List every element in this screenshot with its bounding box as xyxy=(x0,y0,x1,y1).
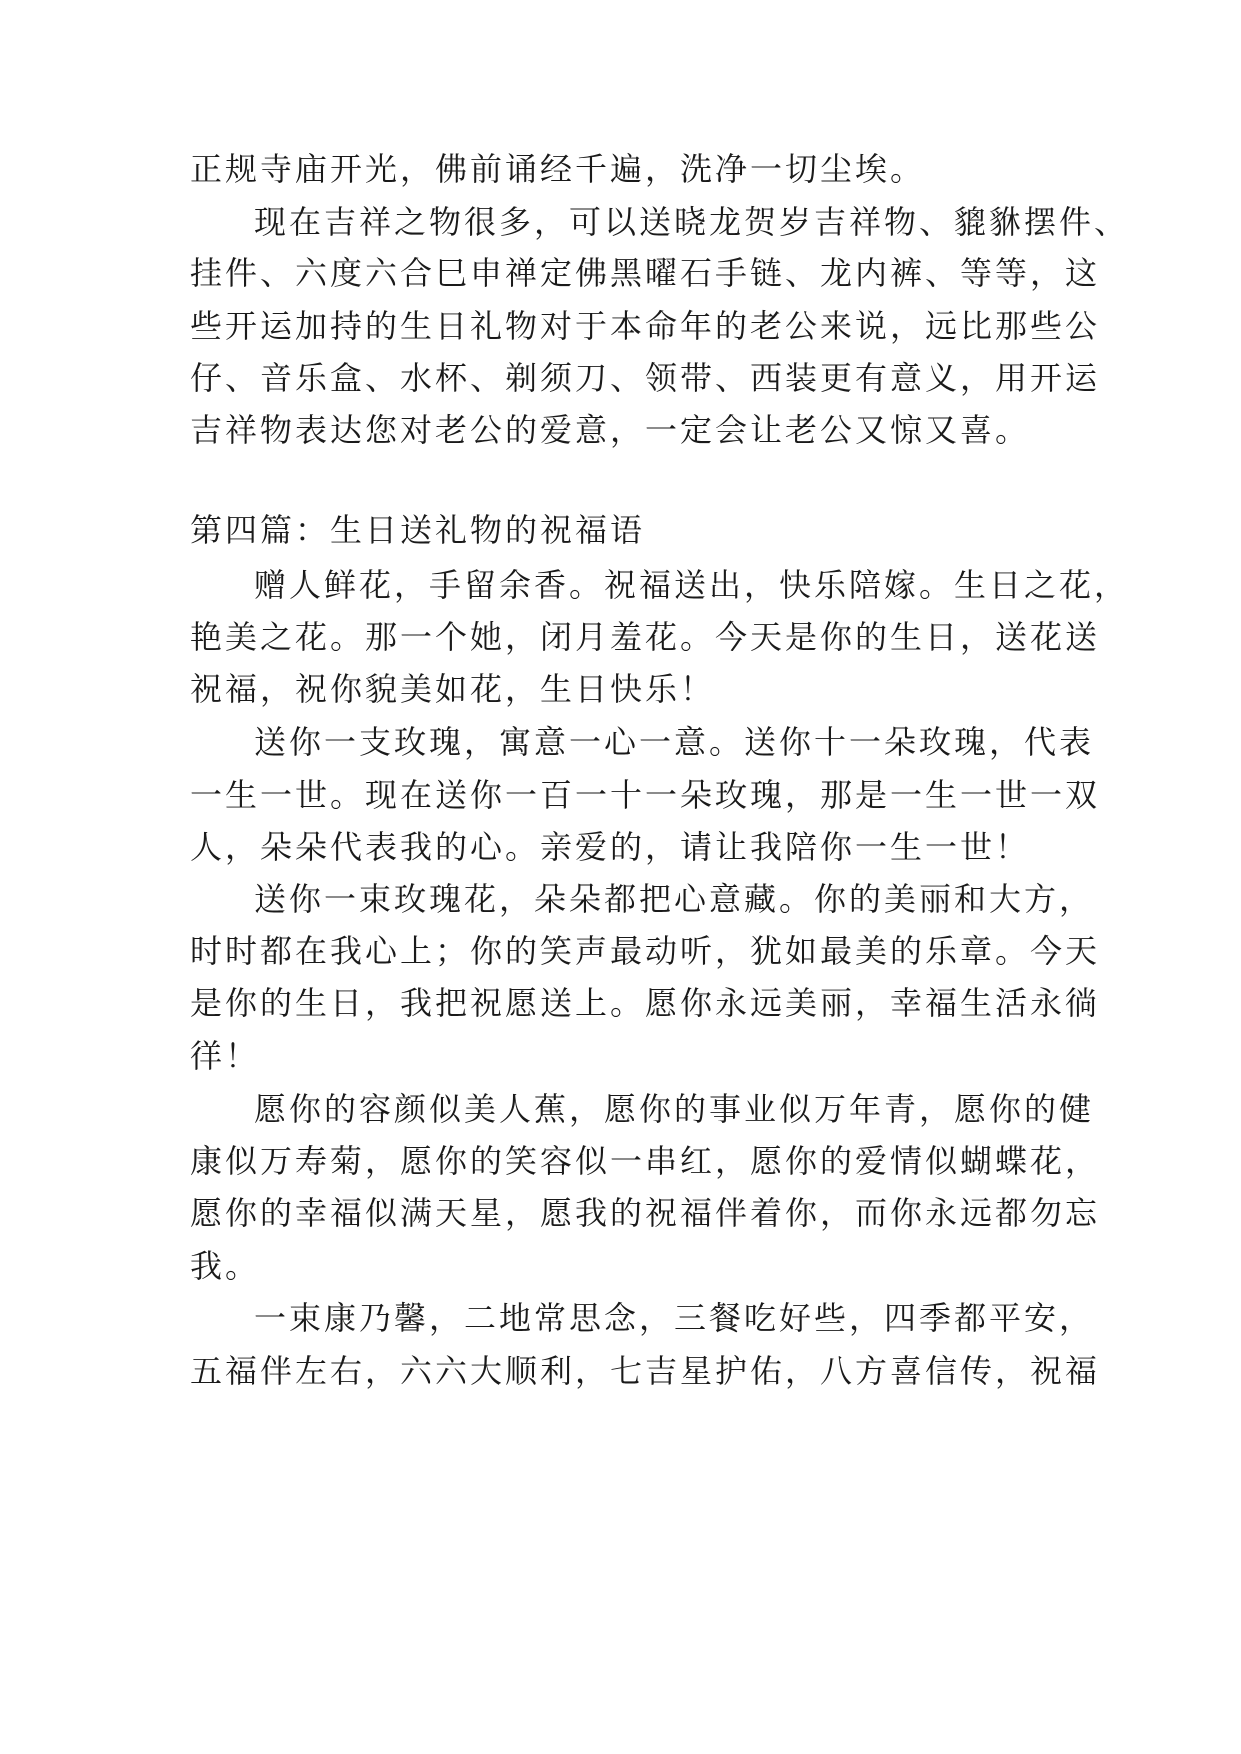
paragraph-start-line: 送你一支玫瑰，寓意一心一意。送你十一朵玫瑰，代表 xyxy=(254,723,1095,761)
section-heading: 第四篇：生日送礼物的祝福语 xyxy=(190,511,646,549)
paragraph-start-line: 送你一束玫瑰花，朵朵都把心意藏。你的美丽和大方， xyxy=(254,880,1095,918)
paragraph-start-line: 现在吉祥之物很多，可以送晓龙贺岁吉祥物、貔貅摆件、 xyxy=(254,203,1130,241)
paragraph-start-line: 一束康乃馨，二地常思念，三餐吃好些，四季都平安， xyxy=(254,1299,1095,1337)
text-line: 吉祥物表达您对老公的爱意，一定会让老公又惊又喜。 xyxy=(190,411,1031,449)
text-line: 祝福，祝你貌美如花，生日快乐！ xyxy=(190,670,716,708)
text-line: 艳美之花。那一个她，闭月羞花。今天是你的生日，送花送 xyxy=(190,618,1101,656)
text-line: 徉！ xyxy=(190,1037,261,1075)
text-line: 五福伴左右，六六大顺利，七吉星护佑，八方喜信传，祝福 xyxy=(190,1352,1101,1390)
text-line: 挂件、六度六合巳申禅定佛黑曜石手链、龙内裤、等等，这 xyxy=(190,254,1101,292)
paragraph-start-line: 赠人鲜花，手留余香。祝福送出，快乐陪嫁。生日之花， xyxy=(254,566,1130,604)
paragraph-start-line: 愿你的容颜似美人蕉，愿你的事业似万年青，愿你的健 xyxy=(254,1090,1095,1128)
text-line: 是你的生日，我把祝愿送上。愿你永远美丽，幸福生活永徜 xyxy=(190,984,1101,1022)
text-line: 些开运加持的生日礼物对于本命年的老公来说，远比那些公 xyxy=(190,307,1101,345)
text-line: 时时都在我心上；你的笑声最动听，犹如最美的乐章。今天 xyxy=(190,932,1101,970)
text-line: 一生一世。现在送你一百一十一朵玫瑰，那是一生一世一双 xyxy=(190,776,1101,814)
text-line: 人，朵朵代表我的心。亲爱的，请让我陪你一生一世！ xyxy=(190,828,1031,866)
text-line: 愿你的幸福似满天星，愿我的祝福伴着你，而你永远都勿忘 xyxy=(190,1194,1101,1232)
text-line: 正规寺庙开光，佛前诵经千遍，洗净一切尘埃。 xyxy=(190,150,926,188)
text-line: 仔、音乐盒、水杯、剃须刀、领带、西装更有意义，用开运 xyxy=(190,359,1101,397)
text-line: 我。 xyxy=(190,1247,261,1285)
text-line: 康似万寿菊，愿你的笑容似一串红，愿你的爱情似蝴蝶花， xyxy=(190,1142,1101,1180)
